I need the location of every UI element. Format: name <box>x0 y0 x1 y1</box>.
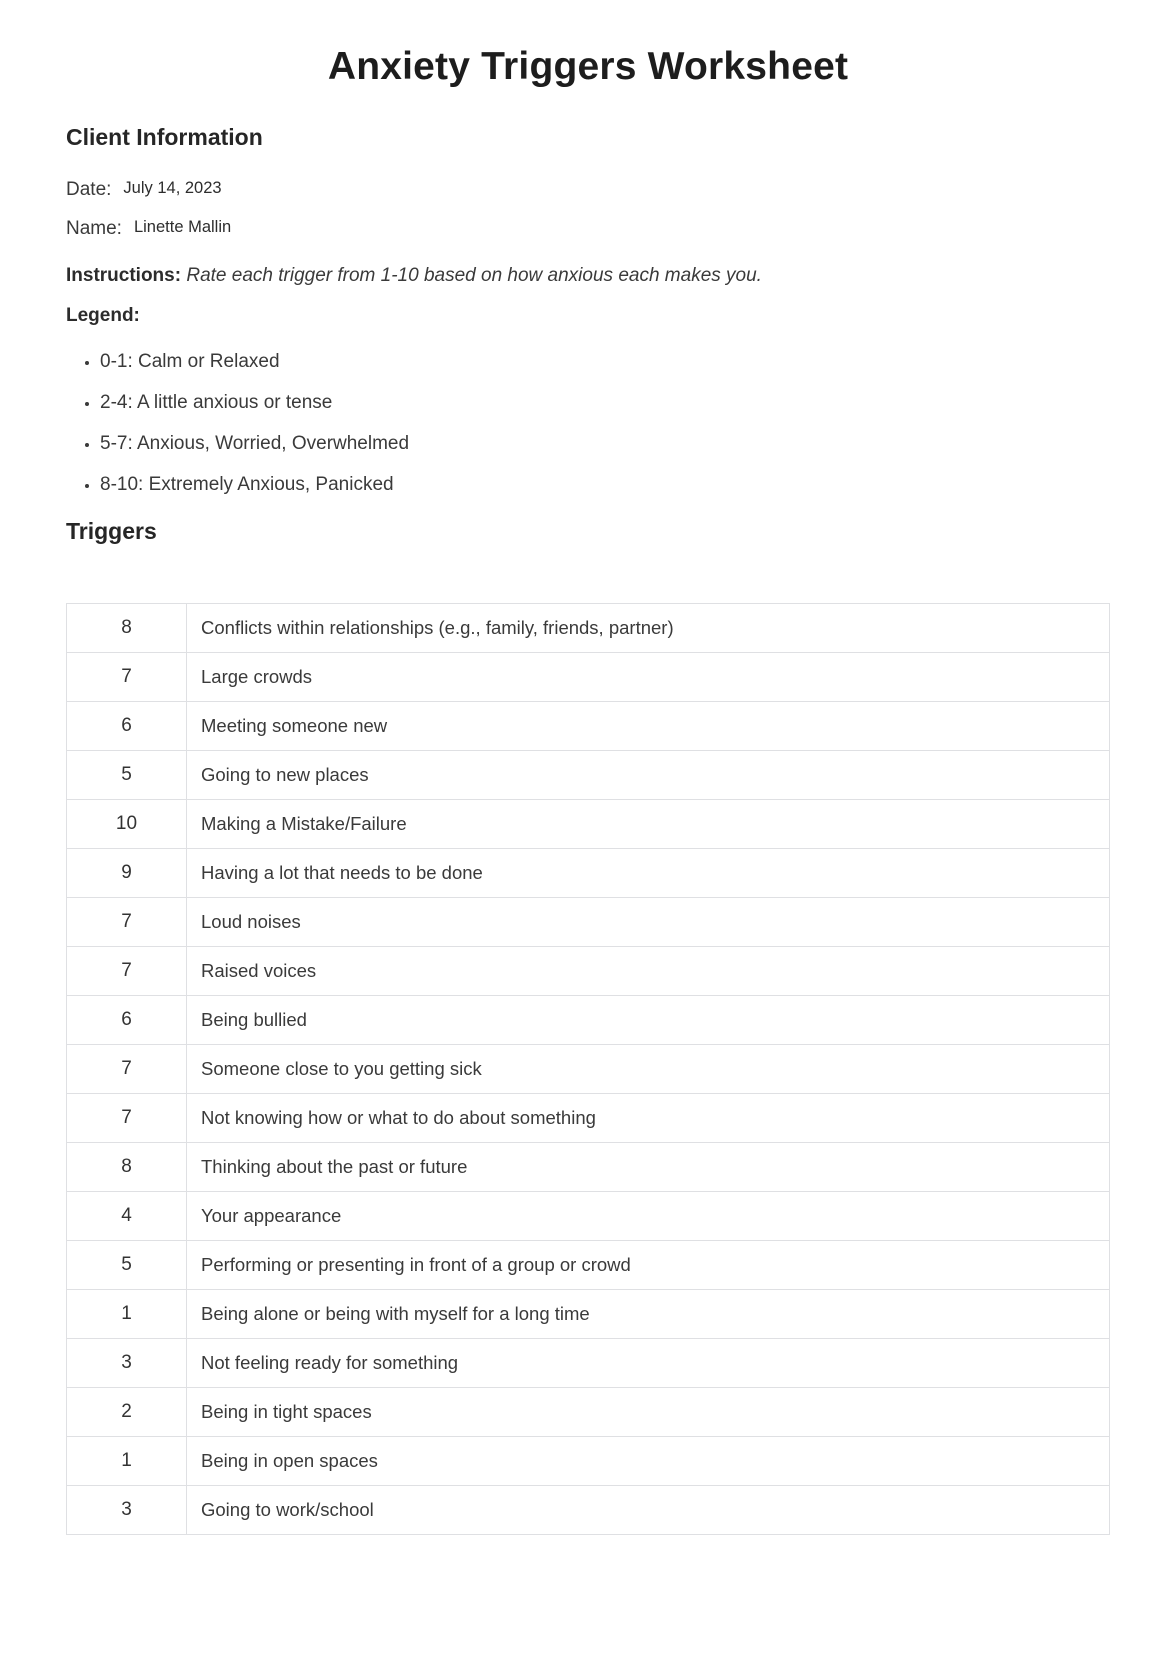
legend-item: • 5-7: Anxious, Worried, Overwhelmed <box>100 432 1110 456</box>
trigger-text: Performing or presenting in front of a group or crowd <box>187 1241 1110 1290</box>
trigger-rating: 7 <box>67 1094 187 1143</box>
trigger-text: Not knowing how or what to do about something <box>187 1094 1110 1143</box>
legend-list <box>66 350 1110 497</box>
legend-item: • 8-10: Extremely Anxious, Panicked <box>100 473 1110 497</box>
trigger-rating: 8 <box>67 1143 187 1192</box>
trigger-text: Being bullied <box>187 996 1110 1045</box>
table-row <box>67 800 1110 849</box>
triggers-heading: Triggers <box>66 518 157 544</box>
trigger-rating: 7 <box>67 947 187 996</box>
date-field-line <box>66 178 1110 202</box>
trigger-rating: 5 <box>67 751 187 800</box>
trigger-rating: 3 <box>67 1486 187 1535</box>
trigger-rating: 8 <box>67 604 187 653</box>
worksheet-page <box>0 44 1176 1674</box>
table-row <box>67 947 1110 996</box>
trigger-text: Loud noises <box>187 898 1110 947</box>
trigger-rating: 7 <box>67 1045 187 1094</box>
trigger-rating: 3 <box>67 1339 187 1388</box>
trigger-text: Being in open spaces <box>187 1437 1110 1486</box>
trigger-rating: 6 <box>67 702 187 751</box>
table-row <box>67 702 1110 751</box>
trigger-text: Having a lot that needs to be done <box>187 849 1110 898</box>
table-row <box>67 1486 1110 1535</box>
trigger-rating: 5 <box>67 1241 187 1290</box>
triggers-table-body <box>67 604 1110 1535</box>
name-label: Name: <box>66 218 122 239</box>
trigger-text: Someone close to you getting sick <box>187 1045 1110 1094</box>
trigger-rating: 4 <box>67 1192 187 1241</box>
trigger-text: Being alone or being with myself for a long time <box>187 1290 1110 1339</box>
table-row <box>67 1192 1110 1241</box>
table-row <box>67 1339 1110 1388</box>
trigger-text: Conflicts within relationships (e.g., family, friends, partner) <box>187 604 1110 653</box>
trigger-text: Being in tight spaces <box>187 1388 1110 1437</box>
legend-item: • 2-4: A little anxious or tense <box>100 391 1110 415</box>
instructions-text: Rate each trigger from 1-10 based on how anxious each makes you. <box>186 265 762 286</box>
trigger-text: Thinking about the past or future <box>187 1143 1110 1192</box>
table-row <box>67 1437 1110 1486</box>
trigger-text: Going to work/school <box>187 1486 1110 1535</box>
table-row <box>67 1388 1110 1437</box>
trigger-text: Raised voices <box>187 947 1110 996</box>
table-row <box>67 1241 1110 1290</box>
trigger-text: Going to new places <box>187 751 1110 800</box>
legend-item: • 0-1: Calm or Relaxed <box>100 350 1110 374</box>
name-field-line <box>66 217 1110 241</box>
trigger-rating: 1 <box>67 1290 187 1339</box>
trigger-rating: 6 <box>67 996 187 1045</box>
trigger-text: Meeting someone new <box>187 702 1110 751</box>
table-row <box>67 898 1110 947</box>
triggers-table <box>66 603 1110 1535</box>
table-row <box>67 653 1110 702</box>
trigger-rating: 7 <box>67 653 187 702</box>
trigger-rating: 10 <box>67 800 187 849</box>
instructions-line <box>66 264 1110 288</box>
table-row <box>67 1143 1110 1192</box>
table-row <box>67 1290 1110 1339</box>
trigger-rating: 1 <box>67 1437 187 1486</box>
table-row <box>67 849 1110 898</box>
page-title: Anxiety Triggers Worksheet <box>327 45 849 88</box>
table-row <box>67 604 1110 653</box>
date-label: Date: <box>66 179 112 200</box>
trigger-text: Your appearance <box>187 1192 1110 1241</box>
trigger-text: Making a Mistake/Failure <box>187 800 1110 849</box>
trigger-text: Not feeling ready for something <box>187 1339 1110 1388</box>
date-value: July 14, 2023 <box>123 179 222 197</box>
table-row <box>67 996 1110 1045</box>
table-row <box>67 1045 1110 1094</box>
table-row <box>67 1094 1110 1143</box>
trigger-rating: 7 <box>67 898 187 947</box>
name-value: Linette Mallin <box>133 218 232 236</box>
trigger-text: Large crowds <box>187 653 1110 702</box>
trigger-rating: 2 <box>67 1388 187 1437</box>
client-information-heading: Client Information <box>66 124 263 150</box>
trigger-rating: 9 <box>67 849 187 898</box>
instructions-label: Instructions: <box>66 265 182 286</box>
legend-label: Legend: <box>66 305 140 326</box>
table-row <box>67 751 1110 800</box>
